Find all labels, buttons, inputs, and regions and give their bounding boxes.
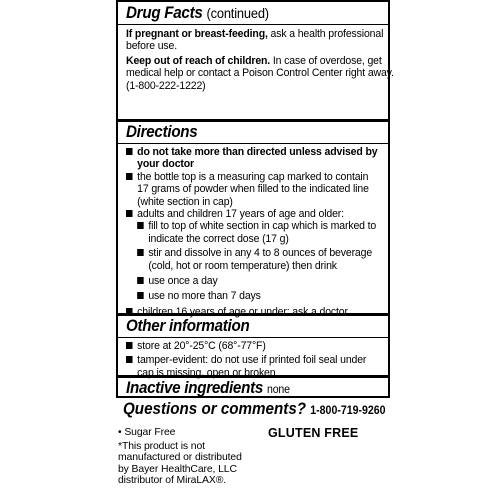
bullet-square-icon xyxy=(126,342,133,349)
disclaimer-line: distributor of MiraLAX®. xyxy=(118,474,227,486)
other-info-item: store at 20°-25°C (68°-77°F) xyxy=(126,340,392,352)
directions-subitem: fill to top of white section in cap which is marked to indicate the correct dose (17 g) xyxy=(126,220,403,245)
divider xyxy=(118,143,388,144)
bullet-square-icon xyxy=(126,148,133,155)
bullet-square-icon xyxy=(137,277,144,284)
section-divider xyxy=(118,375,388,378)
disclaimer-line: by Bayer HealthCare, LLC xyxy=(118,463,237,475)
gluten-free-badge: GLUTEN FREE xyxy=(268,426,359,440)
drug-facts-panel xyxy=(116,0,394,398)
directions-title: Directions xyxy=(126,123,198,141)
footer-notes xyxy=(118,427,242,486)
directions-subitem: use once a day xyxy=(126,275,403,287)
keep-out-warning-line2: medical help or contact a Poison Control Center right away. xyxy=(126,67,394,80)
directions-subitem: use no more than 7 days xyxy=(126,290,403,302)
pregnant-warning-line2: before use. xyxy=(126,40,178,53)
poison-control-phone: (1-800-222-1222) xyxy=(126,79,206,92)
warnings-block xyxy=(118,28,394,92)
directions-item: do not take more than directed unless advised by your doctor xyxy=(126,146,392,171)
questions-title: Questions or comments? xyxy=(123,400,307,418)
sugar-free-note: • Sugar Free xyxy=(118,427,176,438)
directions-item: adults and children 17 years of age and older: xyxy=(126,208,392,220)
drug-facts-title: Drug Facts xyxy=(126,4,203,22)
questions-line xyxy=(123,400,408,419)
directions-section xyxy=(118,123,388,318)
disclaimer-line: *This product is not xyxy=(118,441,205,453)
bullet-square-icon xyxy=(126,210,133,217)
divider xyxy=(118,24,388,25)
divider xyxy=(118,337,388,338)
other-info-item: tamper-evident: do not use if printed foil seal under cap is missing, open or broken xyxy=(126,354,392,379)
pregnant-warning: If pregnant or breast-feeding, ask a health professional xyxy=(126,28,384,40)
directions-subitem: stir and dissolve in any 4 to 8 ounces of beverage (cold, hot or room temperature) then drink xyxy=(126,247,403,272)
keep-out-warning: Keep out of reach of children. In case of overdose, get xyxy=(126,54,382,67)
directions-item: children 16 years of age or under: ask a doctor xyxy=(126,306,392,318)
inactive-ingredients-value: none xyxy=(267,384,290,396)
other-info-title: Other information xyxy=(126,317,250,335)
bullet-square-icon xyxy=(137,249,144,256)
disclaimer-line: manufactured or distributed xyxy=(118,452,242,464)
drug-facts-title-suffix: (continued) xyxy=(206,5,269,21)
section-divider xyxy=(118,119,388,122)
bullet-square-icon xyxy=(137,292,144,299)
questions-phone: 1-800-719-9260 xyxy=(310,405,386,417)
bullet-square-icon xyxy=(126,173,133,180)
inactive-ingredients-section xyxy=(118,379,388,399)
inactive-ingredients-title: Inactive ingredients xyxy=(126,379,264,397)
directions-item: the bottle top is a measuring cap marked to contain 17 grams of powder when filled to the indicated line (white section in cap) xyxy=(126,171,392,208)
section-divider xyxy=(118,313,388,316)
drug-facts-header xyxy=(118,4,388,22)
bullet-square-icon xyxy=(137,222,144,229)
other-info-section xyxy=(118,317,388,379)
bullet-square-icon xyxy=(126,356,133,363)
